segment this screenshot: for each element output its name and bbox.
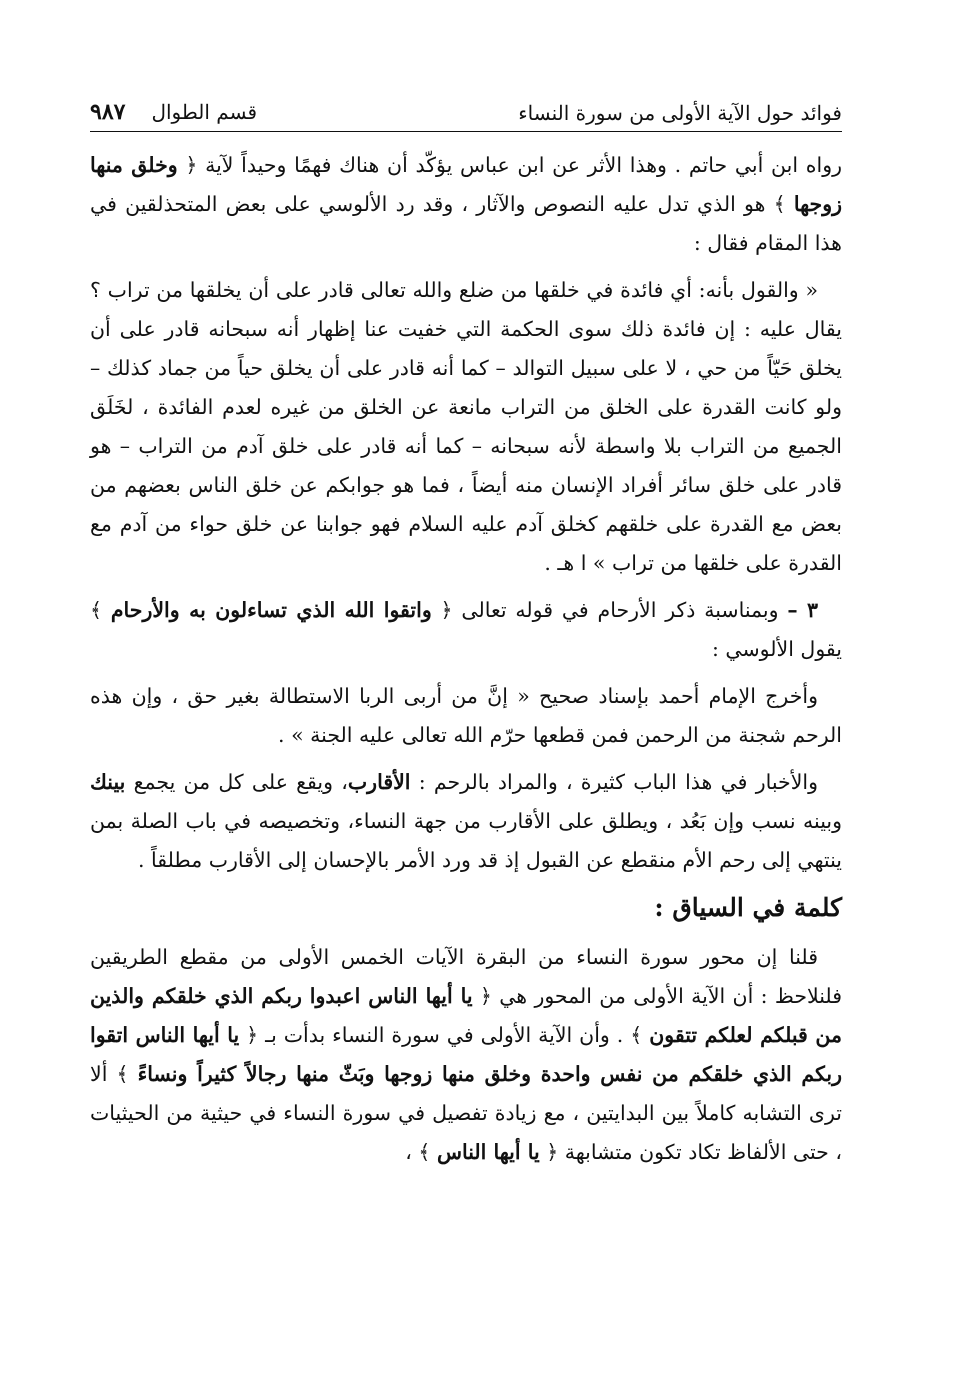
- text-run: ﴾ ،: [405, 1140, 437, 1164]
- text-run: وبمناسبة ذكر الأرحام في قوله تعالى ﴿: [431, 598, 788, 622]
- chapter-title: فوائد حول الآية الأولى من سورة النساء: [518, 101, 842, 125]
- page-header: [90, 88, 842, 132]
- bold-term: بينك: [90, 770, 126, 794]
- text-run: وبينه نسب وإن بَعُد ، ويطلق على الأقارب من جهة النساء، وتخصيصه في باب الصلة بمن ينتهي إلى رحم الأم منقطع عن القبول إذ قد ورد الأمر بالإحسان إلى الأقارب مطلقاً .: [90, 809, 842, 872]
- paragraph-1: [90, 146, 842, 263]
- quran-quote: واتقوا الله الذي تساءلون به والأرحام: [110, 598, 432, 622]
- section-name: قسم الطوال: [151, 100, 257, 124]
- text-run: ﴾ . وأن الآية الأولى في سورة النساء بدأت بـ ﴿: [239, 1023, 650, 1047]
- text-run: قلنا إن محور سورة النساء من البقرة الآيات الخمس الأولى من مقطع الطريقين فلنلاحظ : أن الآية الأولى من المحور هي ﴿: [90, 945, 842, 1008]
- quran-quote: يا أيها الناس: [436, 1140, 540, 1164]
- paragraph-4: وأخرج الإمام أحمد بإسناد صحيح « إنَّ من أربى الربا الاستطالة بغير حق ، وإن هذه الرحم شجنة من الرحمن فمن قطعها حرّم الله تعالى عليه الجنة » .: [90, 684, 842, 747]
- paragraph-6: [90, 938, 842, 1172]
- header-left-group: [90, 99, 257, 125]
- page-content: [90, 146, 842, 1172]
- document-page: [90, 88, 842, 1328]
- item-number: ٣ –: [787, 598, 819, 622]
- page-number: ٩٨٧: [90, 99, 126, 125]
- quran-quote: وخلق منها زوجها: [90, 153, 842, 216]
- text-run: والأخبار في هذا الباب كثيرة ، والمراد بالرحم :: [410, 770, 818, 794]
- text-run: ، ويقع على كل من يجمع: [125, 770, 348, 794]
- paragraph-alusi-quote: « والقول بأنه: أي فائدة في خلقها من ضلع والله تعالى قادر على أن يخلقها من تراب ؟ يقال عليه : إن فائدة ذلك سوى الحكمة التي خفيت عنا إظهار أنه سبحانه قادر على أن يخلق حَيّاً من حي ، لا على سبيل التوالد – كما أنه قادر على أن يخلق حياً من جماد كذلك – ولو كانت القدرة على الخلق من التراب مانعة عن الخلق من غيره لعدم الفائدة ، لخَلَق الجميع من التراب بلا واسطة لأنه سبحانه – كما أنه قادر على خلق آدم من التراب – هو قادر على خلق سائر أفراد الإنسان منه أيضاً ، فما هو جوابكم عن خلق الناس بعضهم من بعض مع القدرة على خلقهم كخلق آدم عليه السلام فهو جوابنا عن خلق حواء من آدم مع القدرة على خلقها من تراب » ا هـ .: [90, 278, 842, 575]
- text-run: ﴾ يقول الألوسي :: [90, 598, 842, 661]
- text-run: رواه ابن أبي حاتم . وهذا الأثر عن ابن عباس يؤكّد أن هناك فهمًا وحيداً لآية ﴿: [177, 153, 842, 177]
- text-run: ﴾ ألا ترى التشابه كاملاً بين البدايتين ، مع زيادة تفصيل في سورة النساء في حيثية من الحيثيات ، حتى الألفاظ تكاد تكون متشابهة ﴿: [90, 1062, 842, 1164]
- bold-term: الأقارب: [347, 770, 411, 794]
- quran-quote: يا أيها الناس اعبدوا ربكم الذي خلقكم والذين من قبلكم لعلكم تتقون: [90, 984, 842, 1047]
- text-run: ﴾ هو الذي تدل عليه النصوص والآثار ، وقد رد الألوسي على بعض المتحذلقين في هذا المقام فقال :: [90, 192, 842, 255]
- quran-quote: يا أيها الناس اتقوا ربكم الذي خلقكم من نفس واحدة وخلق منها زوجها وبَثّ منها رجالاً كثيراً ونساءً: [90, 1023, 842, 1086]
- paragraph-5: [90, 763, 842, 880]
- section-heading: كلمة في السياق :: [654, 893, 842, 922]
- paragraph-3: [90, 591, 842, 669]
